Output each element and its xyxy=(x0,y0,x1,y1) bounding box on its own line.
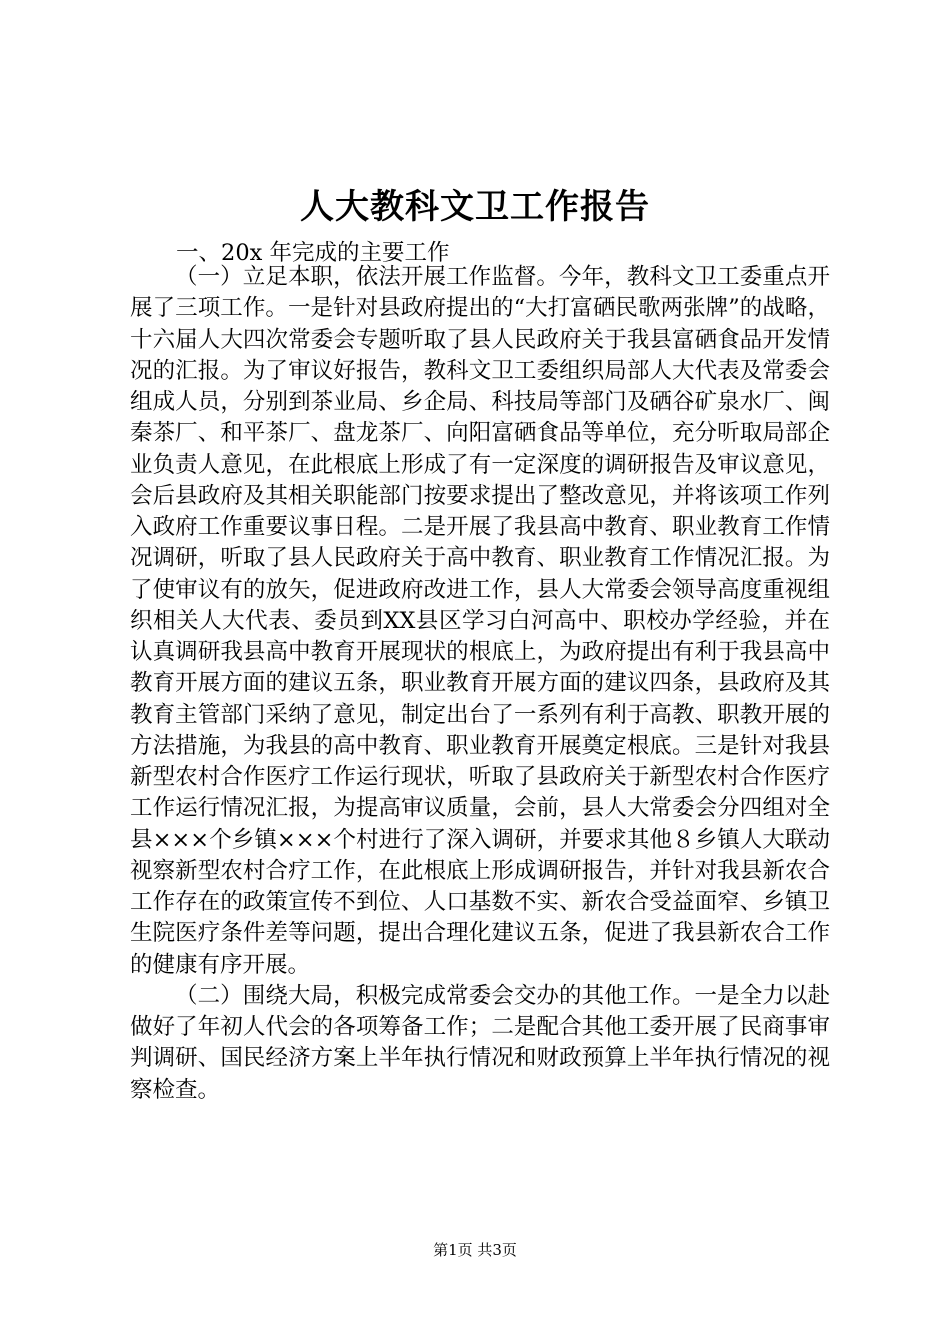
paragraph-1: （一）立足本职，依法开展工作监督。今年，教科文卫工委重点开展了三项工作。一是针对县政府提出的“大打富硒民歌两张牌”的战略，十六届人大四次常委会专题听取了县人民政府关于我县富硒食品开发情况的汇报。为了审议好报告，教科文卫工委组织局部人大代表及常委会组成人员，分别到茶业局、乡企局、科技局等部门及硒谷矿泉水厂、闽秦茶厂、和平茶厂、盘龙茶厂、向阳富硒食品等单位，充分听取局部企业负责人意见，在此根底上形成了有一定深度的调研报告及审议意见，会后县政府及其相关职能部门按要求提出了整改意见，并将该项工作列入政府工作重要议事日程。二是开展了我县高中教育、职业教育工作情况调研，听取了县人民政府关于高中教育、职业教育工作情况汇报。为了使审议有的放矢，促进政府改进工作，县人大常委会领导高度重视组织相关人大代表、委员到XX县区学习白河高中、职校办学经验，并在认真调研我县高中教育开展现状的根底上，为政府提出有利于我县高中教育开展方面的建议五条，职业教育开展方面的建议四条，县政府及其教育主管部门采纳了意见，制定出台了一系列有利于高教、职教开展的方法措施，为我县的高中教育、职业教育开展奠定根底。三是针对我县新型农村合作医疗工作运行现状，听取了县政府关于新型农村合作医疗工作运行情况汇报，为提高审议质量，会前，县人大常委会分四组对全县×××个乡镇×××个村进行了深入调研，并要求其他８乡镇人大联动视察新型农村合疗工作，在此根底上形成调研报告，并针对我县新农合工作存在的政策宣传不到位、人口基数不实、新农合受益面窄、乡镇卫生院医疗条件差等问题，提出合理化建议五条，促进了我县新农合工作的健康有序开展。 xyxy=(130,264,830,978)
page-title: 人大教科文卫工作报告 xyxy=(300,187,650,227)
document-body xyxy=(130,262,830,1106)
paragraph-2: （二）围绕大局，积极完成常委会交办的其他工作。一是全力以赴做好了年初人代会的各项筹备工作；二是配合其他工委开展了民商事审判调研、国民经济方案上半年执行情况和财政预算上半年执行情况的视察检查。 xyxy=(130,982,830,1103)
section-heading: 一、20x 年完成的主要工作 xyxy=(176,240,450,266)
page-footer: 第1页 共3页 xyxy=(433,1241,517,1259)
